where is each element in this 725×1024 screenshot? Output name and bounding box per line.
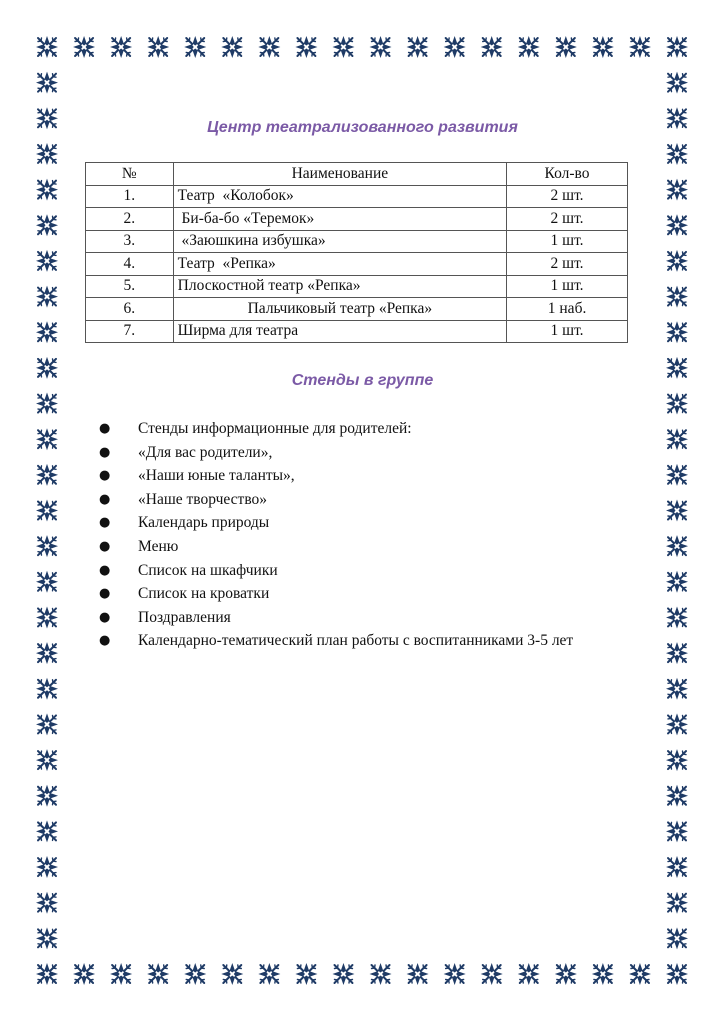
bullet-icon: ●	[99, 444, 111, 460]
list-item-text: Календарно-тематический план работы с воспитанниками 3-5 лет	[138, 632, 574, 650]
snowflake-ornament-icon	[36, 856, 58, 878]
snowflake-ornament-icon	[36, 321, 58, 343]
row-number: 4.	[86, 253, 174, 276]
snowflake-ornament-icon	[110, 963, 132, 985]
snowflake-ornament-icon	[36, 428, 58, 450]
snowflake-ornament-icon	[666, 143, 688, 165]
snowflake-ornament-icon	[666, 606, 688, 628]
snowflake-ornament-icon	[666, 214, 688, 236]
row-number: 1.	[86, 185, 174, 208]
table-row	[86, 208, 628, 231]
snowflake-ornament-icon	[666, 713, 688, 735]
list-item	[95, 441, 661, 465]
snowflake-ornament-icon	[184, 36, 206, 58]
snowflake-ornament-icon	[295, 963, 317, 985]
snowflake-ornament-icon	[666, 500, 688, 522]
row-number: 2.	[86, 208, 174, 231]
snowflake-ornament-icon	[36, 500, 58, 522]
list-item-text: Список на шкафчики	[138, 561, 278, 579]
bullet-icon: ●	[99, 586, 111, 602]
table-row	[86, 275, 628, 298]
snowflake-ornament-icon	[36, 785, 58, 807]
snowflake-ornament-icon	[73, 36, 95, 58]
list-item	[95, 511, 661, 535]
row-name: «Заюшкина избушка»	[173, 230, 506, 253]
row-name: Плоскостной театр «Репка»	[173, 275, 506, 298]
header-name: Наименование	[173, 163, 506, 186]
row-number: 3.	[86, 230, 174, 253]
snowflake-ornament-icon	[221, 36, 243, 58]
snowflake-ornament-icon	[666, 749, 688, 771]
snowflake-ornament-icon	[370, 36, 392, 58]
snowflake-ornament-icon	[666, 428, 688, 450]
row-quantity: 2 шт.	[507, 253, 628, 276]
table-row	[86, 298, 628, 321]
snowflake-ornament-icon	[36, 214, 58, 236]
bullet-icon: ●	[99, 633, 111, 649]
snowflake-ornament-icon	[666, 179, 688, 201]
snowflake-ornament-icon	[666, 321, 688, 343]
snowflake-ornament-icon	[295, 36, 317, 58]
snowflake-ornament-icon	[258, 36, 280, 58]
snowflake-ornament-icon	[36, 571, 58, 593]
snowflake-ornament-icon	[666, 963, 688, 985]
snowflake-ornament-icon	[332, 963, 354, 985]
snowflake-ornament-icon	[666, 464, 688, 486]
snowflake-ornament-icon	[332, 36, 354, 58]
snowflake-ornament-icon	[147, 36, 169, 58]
row-name: Театр «Репка»	[173, 253, 506, 276]
snowflake-ornament-icon	[666, 393, 688, 415]
snowflake-ornament-icon	[555, 963, 577, 985]
theater-inventory-table	[85, 162, 628, 343]
row-name: Пальчиковый театр «Репка»	[173, 298, 506, 321]
snowflake-ornament-icon	[555, 36, 577, 58]
row-quantity: 1 шт.	[507, 230, 628, 253]
snowflake-ornament-icon	[73, 963, 95, 985]
snowflake-ornament-icon	[666, 250, 688, 272]
bullet-icon: ●	[99, 491, 111, 507]
snowflake-ornament-icon	[666, 892, 688, 914]
bullet-icon: ●	[99, 562, 111, 578]
list-item-text: Календарь природы	[138, 514, 270, 532]
list-item	[95, 559, 661, 583]
snowflake-ornament-icon	[36, 642, 58, 664]
list-item	[95, 464, 661, 488]
list-item	[95, 488, 661, 512]
table-row	[86, 253, 628, 276]
snowflake-ornament-icon	[666, 678, 688, 700]
header-number: №	[86, 163, 174, 186]
list-item-text: Список на кроватки	[138, 585, 270, 603]
row-quantity: 2 шт.	[507, 185, 628, 208]
snowflake-ornament-icon	[666, 286, 688, 308]
snowflake-ornament-icon	[666, 535, 688, 557]
stands-list	[95, 417, 661, 653]
snowflake-ornament-icon	[258, 963, 280, 985]
bullet-icon: ●	[99, 538, 111, 554]
snowflake-ornament-icon	[36, 286, 58, 308]
snowflake-ornament-icon	[147, 963, 169, 985]
snowflake-ornament-icon	[184, 963, 206, 985]
snowflake-ornament-icon	[36, 749, 58, 771]
snowflake-ornament-icon	[592, 36, 614, 58]
list-item-text: «Наши юные таланты»,	[138, 467, 295, 485]
snowflake-ornament-icon	[666, 785, 688, 807]
list-item	[95, 606, 661, 630]
table-row	[86, 230, 628, 253]
snowflake-ornament-icon	[36, 464, 58, 486]
snowflake-ornament-icon	[666, 820, 688, 842]
snowflake-ornament-icon	[592, 963, 614, 985]
snowflake-ornament-icon	[666, 927, 688, 949]
row-number: 5.	[86, 275, 174, 298]
table-row	[86, 185, 628, 208]
snowflake-ornament-icon	[444, 36, 466, 58]
list-item-text: «Для вас родители»,	[138, 443, 273, 461]
table-row	[86, 320, 628, 343]
snowflake-ornament-icon	[481, 963, 503, 985]
list-item-text: «Наше творчество»	[138, 490, 268, 508]
snowflake-ornament-icon	[36, 820, 58, 842]
snowflake-ornament-icon	[370, 963, 392, 985]
snowflake-ornament-icon	[407, 36, 429, 58]
snowflake-ornament-icon	[36, 72, 58, 94]
row-number: 7.	[86, 320, 174, 343]
list-item-text: Поздравления	[138, 608, 231, 626]
snowflake-ornament-icon	[666, 571, 688, 593]
snowflake-ornament-icon	[36, 963, 58, 985]
snowflake-ornament-icon	[407, 963, 429, 985]
row-quantity: 1 шт.	[507, 275, 628, 298]
snowflake-ornament-icon	[36, 678, 58, 700]
snowflake-ornament-icon	[36, 892, 58, 914]
row-quantity: 1 шт.	[507, 320, 628, 343]
list-item	[95, 535, 661, 559]
snowflake-ornament-icon	[36, 250, 58, 272]
row-quantity: 2 шт.	[507, 208, 628, 231]
bullet-icon: ●	[99, 421, 111, 436]
snowflake-ornament-icon	[629, 963, 651, 985]
snowflake-ornament-icon	[666, 642, 688, 664]
snowflake-ornament-icon	[36, 143, 58, 165]
snowflake-ornament-icon	[666, 72, 688, 94]
snowflake-ornament-icon	[444, 963, 466, 985]
snowflake-ornament-icon	[36, 36, 58, 58]
snowflake-ornament-icon	[518, 963, 540, 985]
snowflake-ornament-icon	[36, 179, 58, 201]
snowflake-ornament-icon	[36, 713, 58, 735]
list-item-text: Меню	[138, 537, 179, 555]
list-item	[95, 417, 661, 441]
bullet-icon: ●	[99, 515, 111, 531]
row-number: 6.	[86, 298, 174, 321]
row-quantity: 1 наб.	[507, 298, 628, 321]
row-name: Театр «Колобок»	[173, 185, 506, 208]
bullet-icon: ●	[99, 468, 111, 484]
header-quantity: Кол-во	[507, 163, 628, 186]
row-name: Ширма для театра	[173, 320, 506, 343]
snowflake-ornament-icon	[36, 927, 58, 949]
snowflake-ornament-icon	[36, 393, 58, 415]
snowflake-ornament-icon	[481, 36, 503, 58]
snowflake-ornament-icon	[518, 36, 540, 58]
snowflake-ornament-icon	[666, 856, 688, 878]
snowflake-ornament-icon	[221, 963, 243, 985]
list-item	[95, 582, 661, 606]
snowflake-ornament-icon	[36, 535, 58, 557]
list-item-text: Стенды информационные для родителей:	[138, 420, 412, 437]
row-name: Би-ба-бо «Теремок»	[173, 208, 506, 231]
snowflake-ornament-icon	[110, 36, 132, 58]
bullet-icon: ●	[99, 609, 111, 625]
section-title-stands: Стенды в группе	[291, 372, 434, 389]
table-header-row	[86, 163, 628, 186]
section-title-theater: Центр театрализованного развития	[207, 119, 518, 136]
snowflake-ornament-icon	[666, 36, 688, 58]
snowflake-ornament-icon	[629, 36, 651, 58]
snowflake-ornament-icon	[36, 606, 58, 628]
list-item	[95, 629, 661, 653]
